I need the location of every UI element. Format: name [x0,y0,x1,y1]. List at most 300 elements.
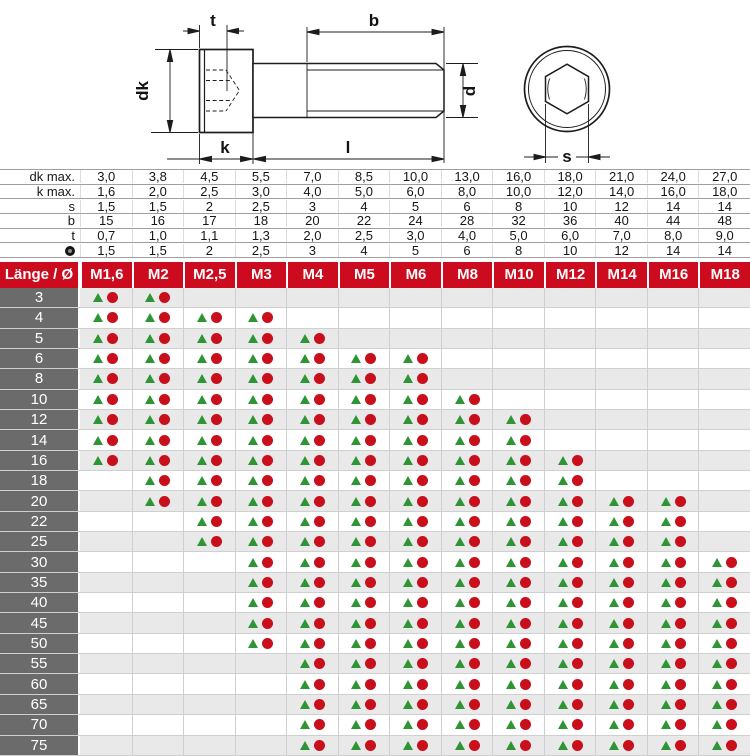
available-circle-icon [520,638,531,649]
matrix-column-header: M2,5 [183,262,235,288]
matrix-cell [492,613,544,632]
available-triangle-icon [609,700,619,709]
available-triangle-icon [403,436,413,445]
available-circle-icon [469,516,480,527]
matrix-cell [235,308,287,327]
matrix-cell [80,329,132,348]
available-circle-icon [314,699,325,710]
dim-value: 6 [441,200,493,213]
matrix-row [0,552,750,572]
matrix-cell [389,288,441,307]
matrix-cell [183,390,235,409]
available-triangle-icon [351,436,361,445]
matrix-cell [286,573,338,592]
available-circle-icon [417,557,428,568]
available-circle-icon [365,496,376,507]
matrix-cell [132,288,184,307]
available-circle-icon [623,699,634,710]
available-circle-icon [572,475,583,486]
matrix-row [0,451,750,471]
matrix-cell [647,695,699,714]
available-circle-icon [623,536,634,547]
available-triangle-icon [609,619,619,628]
matrix-cell [441,430,493,449]
matrix-cell [698,634,750,653]
available-circle-icon [365,455,376,466]
matrix-cell [389,308,441,327]
matrix-cell [544,349,596,368]
matrix-cell [286,308,338,327]
available-circle-icon [365,618,376,629]
technical-drawing [0,0,750,168]
dim-value: 14,0 [595,185,647,198]
available-circle-icon [314,719,325,730]
dim-row-label: dk max. [29,169,75,185]
available-circle-icon [365,353,376,364]
available-triangle-icon [403,700,413,709]
available-triangle-icon [300,680,310,689]
matrix-cell [338,634,390,653]
dim-value: 24 [389,214,441,227]
available-circle-icon [469,536,480,547]
matrix-cell [698,552,750,571]
available-circle-icon [469,475,480,486]
available-triangle-icon [248,578,258,587]
dim-value: 2 [183,244,235,257]
available-circle-icon [417,699,428,710]
available-triangle-icon [506,476,516,485]
available-triangle-icon [455,517,465,526]
matrix-cell [441,613,493,632]
matrix-cell [698,349,750,368]
dim-value: 2,5 [183,185,235,198]
available-triangle-icon [506,497,516,506]
dim-value: 1,0 [132,229,184,242]
matrix-cell [338,288,390,307]
available-circle-icon [314,333,325,344]
matrix-cell [183,573,235,592]
available-circle-icon [314,658,325,669]
available-circle-icon [469,435,480,446]
screw-shank [253,64,444,118]
dim-row-label: s [68,198,75,214]
available-triangle-icon [300,517,310,526]
dim-value: 2,5 [235,244,287,257]
available-circle-icon [726,638,737,649]
matrix-row [0,695,750,715]
matrix-cell [286,471,338,490]
available-circle-icon [262,536,273,547]
available-triangle-icon [712,598,722,607]
matrix-cell [338,308,390,327]
available-circle-icon [314,536,325,547]
matrix-cell [544,451,596,470]
matrix-cell [544,491,596,510]
dim-value: 5,5 [235,170,287,183]
available-triangle-icon [351,517,361,526]
available-triangle-icon [197,354,207,363]
available-triangle-icon [506,537,516,546]
available-circle-icon [520,577,531,588]
matrix-cell [595,451,647,470]
available-triangle-icon [403,741,413,750]
matrix-column-header: M8 [441,262,493,288]
matrix-cell [698,532,750,551]
available-circle-icon [262,638,273,649]
matrix-cell [544,654,596,673]
matrix-cell [595,715,647,734]
dim-row-label [0,244,80,257]
matrix-cell [235,451,287,470]
available-circle-icon [417,353,428,364]
available-triangle-icon [248,334,258,343]
matrix-column-header: M2 [132,262,184,288]
matrix-cell [183,471,235,490]
available-circle-icon [675,577,686,588]
matrix-cell [441,654,493,673]
matrix-cell [389,369,441,388]
length-label: 50 [0,634,80,653]
matrix-cell [647,451,699,470]
matrix-cell [441,451,493,470]
matrix-cell [132,613,184,632]
available-circle-icon [726,658,737,669]
available-circle-icon [572,536,583,547]
available-circle-icon [262,455,273,466]
dim-value: 10,0 [492,185,544,198]
available-triangle-icon [300,700,310,709]
length-label: 45 [0,613,80,632]
available-triangle-icon [197,476,207,485]
available-circle-icon [675,658,686,669]
available-circle-icon [365,394,376,405]
screw-head [200,50,254,133]
available-triangle-icon [145,476,155,485]
matrix-cell [132,532,184,551]
available-circle-icon [262,353,273,364]
available-circle-icon [623,557,634,568]
available-circle-icon [469,577,480,588]
available-triangle-icon [712,659,722,668]
available-triangle-icon [351,354,361,363]
matrix-cell [183,634,235,653]
matrix-cell [492,288,544,307]
dim-value: 3,0 [389,229,441,242]
available-circle-icon [365,475,376,486]
matrix-cell [80,410,132,429]
dim-value: 0,7 [80,229,132,242]
available-circle-icon [417,618,428,629]
dim-value: 15 [80,214,132,227]
available-triangle-icon [145,334,155,343]
available-triangle-icon [300,415,310,424]
matrix-cell [389,674,441,693]
available-circle-icon [520,699,531,710]
available-triangle-icon [403,497,413,506]
available-triangle-icon [712,619,722,628]
dim-value: 3 [286,244,338,257]
available-circle-icon [726,618,737,629]
available-triangle-icon [558,700,568,709]
available-circle-icon [623,577,634,588]
available-triangle-icon [93,334,103,343]
available-triangle-icon [300,558,310,567]
matrix-cell [338,491,390,510]
dimension-table [0,169,750,258]
available-triangle-icon [661,497,671,506]
matrix-cell [80,532,132,551]
available-triangle-icon [609,578,619,587]
matrix-cell [80,349,132,368]
matrix-column-header: M16 [647,262,699,288]
available-triangle-icon [145,293,155,302]
matrix-cell [235,736,287,755]
matrix-cell [647,593,699,612]
dim-value: 7,0 [286,170,338,183]
available-circle-icon [211,333,222,344]
available-circle-icon [159,312,170,323]
matrix-cell [183,410,235,429]
length-label: 35 [0,573,80,592]
dim-value: 24,0 [647,170,699,183]
available-triangle-icon [93,415,103,424]
available-triangle-icon [197,456,207,465]
matrix-cell [492,674,544,693]
matrix-cell [80,613,132,632]
available-triangle-icon [351,598,361,607]
matrix-cell [441,552,493,571]
available-triangle-icon [351,476,361,485]
available-triangle-icon [300,497,310,506]
available-circle-icon [159,414,170,425]
available-circle-icon [623,719,634,730]
available-triangle-icon [558,639,568,648]
matrix-cell [492,471,544,490]
available-circle-icon [520,719,531,730]
available-circle-icon [469,699,480,710]
available-triangle-icon [248,313,258,322]
available-triangle-icon [455,741,465,750]
available-triangle-icon [609,680,619,689]
available-circle-icon [520,597,531,608]
matrix-cell [183,654,235,673]
available-circle-icon [314,353,325,364]
matrix-cell [544,613,596,632]
matrix-cell [647,369,699,388]
available-circle-icon [314,455,325,466]
matrix-cell [492,552,544,571]
dim-value: 16,0 [492,170,544,183]
available-triangle-icon [403,578,413,587]
matrix-cell [492,695,544,714]
dim-value: 3,8 [132,170,184,183]
matrix-cell [80,491,132,510]
length-label: 6 [0,349,80,368]
dim-value: 6,0 [544,229,596,242]
matrix-cell [441,674,493,693]
matrix-cell [647,430,699,449]
dim-value: 28 [441,214,493,227]
available-triangle-icon [145,436,155,445]
matrix-cell [544,552,596,571]
available-triangle-icon [403,537,413,546]
available-triangle-icon [300,639,310,648]
matrix-cell [441,491,493,510]
available-circle-icon [417,740,428,751]
matrix-cell [235,329,287,348]
matrix-header [0,262,750,288]
matrix-cell [80,390,132,409]
matrix-row [0,491,750,511]
available-triangle-icon [300,354,310,363]
matrix-cell [132,674,184,693]
available-triangle-icon [661,680,671,689]
matrix-cell [132,308,184,327]
matrix-cell [544,410,596,429]
matrix-cell [389,634,441,653]
dim-value: 5,0 [492,229,544,242]
matrix-cell [338,613,390,632]
matrix-cell [286,430,338,449]
available-circle-icon [623,638,634,649]
available-triangle-icon [197,537,207,546]
available-triangle-icon [661,700,671,709]
matrix-cell [183,329,235,348]
matrix-cell [286,451,338,470]
matrix-cell [132,410,184,429]
matrix-cell [183,532,235,551]
matrix-cell [492,491,544,510]
available-triangle-icon [351,415,361,424]
available-triangle-icon [351,537,361,546]
available-circle-icon [262,333,273,344]
matrix-cell [647,390,699,409]
available-circle-icon [262,577,273,588]
matrix-cell [492,349,544,368]
matrix-cell [235,715,287,734]
available-triangle-icon [248,354,258,363]
available-circle-icon [469,719,480,730]
dim-value: 36 [544,214,596,227]
available-triangle-icon [506,436,516,445]
matrix-cell [698,390,750,409]
available-circle-icon [520,658,531,669]
available-triangle-icon [403,558,413,567]
matrix-cell [647,329,699,348]
matrix-cell [647,308,699,327]
matrix-cell [389,512,441,531]
matrix-cell [389,430,441,449]
available-circle-icon [675,536,686,547]
matrix-cell [80,471,132,490]
matrix-cell [595,369,647,388]
available-triangle-icon [248,415,258,424]
dim-value: 3 [286,200,338,213]
dim-value: 4,0 [441,229,493,242]
matrix-row [0,593,750,613]
matrix-cell [647,654,699,673]
matrix-cell [492,451,544,470]
matrix-cell [441,349,493,368]
matrix-cell [441,736,493,755]
matrix-body [0,288,750,756]
matrix-cell [441,390,493,409]
matrix-cell [595,390,647,409]
matrix-cell [132,593,184,612]
matrix-cell [132,736,184,755]
available-triangle-icon [300,720,310,729]
available-triangle-icon [145,415,155,424]
available-triangle-icon [403,354,413,363]
matrix-cell [389,532,441,551]
matrix-cell [389,573,441,592]
available-circle-icon [726,577,737,588]
dim-value: 48 [698,214,750,227]
matrix-cell [595,491,647,510]
available-circle-icon [365,740,376,751]
available-circle-icon [211,496,222,507]
dim-value: 17 [183,214,235,227]
matrix-cell [492,430,544,449]
available-circle-icon [159,292,170,303]
matrix-cell [492,329,544,348]
available-circle-icon [159,353,170,364]
available-circle-icon [417,475,428,486]
matrix-cell [544,532,596,551]
matrix-cell [286,532,338,551]
available-circle-icon [572,597,583,608]
dim-value: 16,0 [647,185,699,198]
matrix-cell [647,512,699,531]
matrix-cell [698,491,750,510]
matrix-cell [132,654,184,673]
available-triangle-icon [351,619,361,628]
dim-row-label: b [67,213,75,229]
matrix-cell [492,654,544,673]
matrix-cell [183,308,235,327]
available-triangle-icon [558,537,568,546]
available-triangle-icon [712,720,722,729]
matrix-cell [698,430,750,449]
matrix-cell [183,349,235,368]
available-triangle-icon [455,395,465,404]
available-triangle-icon [506,619,516,628]
available-circle-icon [365,699,376,710]
available-circle-icon [417,394,428,405]
available-circle-icon [314,597,325,608]
matrix-cell [698,512,750,531]
dim-value: 4 [338,244,390,257]
matrix-cell [286,349,338,368]
available-triangle-icon [351,741,361,750]
matrix-cell [389,471,441,490]
dim-value: 4 [338,200,390,213]
matrix-cell [235,552,287,571]
dim-value: 14 [698,200,750,213]
available-circle-icon [262,312,273,323]
matrix-cell [647,573,699,592]
available-circle-icon [417,516,428,527]
dim-value: 2,5 [235,200,287,213]
dim-value: 18 [235,214,287,227]
dim-value: 22 [338,214,390,227]
available-circle-icon [469,638,480,649]
matrix-cell [132,329,184,348]
available-triangle-icon [248,436,258,445]
available-circle-icon [159,496,170,507]
matrix-cell [183,715,235,734]
available-triangle-icon [609,537,619,546]
